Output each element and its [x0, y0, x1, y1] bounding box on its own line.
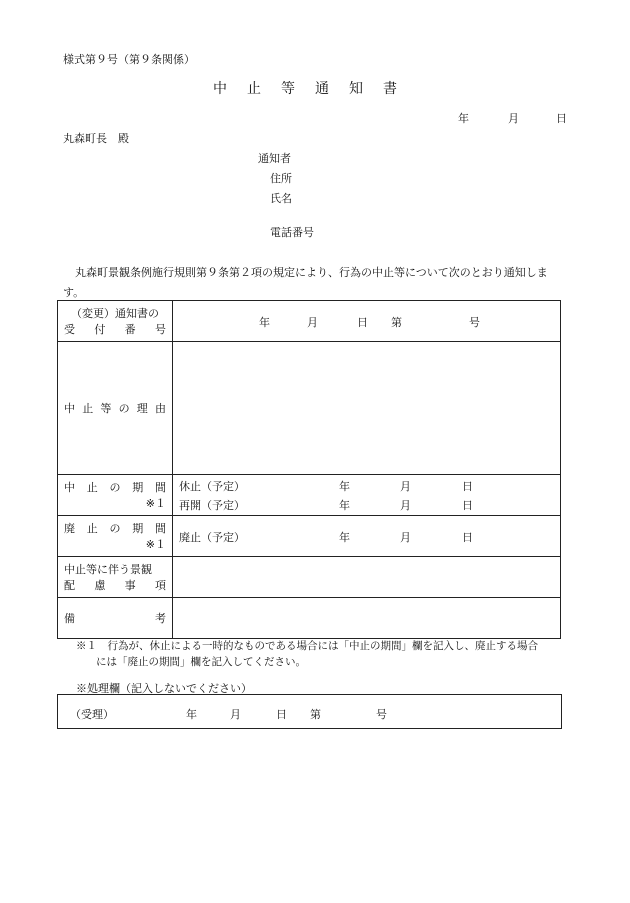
table-row-reason	[58, 342, 561, 475]
abolish-date-row: 廃止（予定） 年 月 日	[179, 530, 473, 544]
footnote-line2: には「廃止の期間」欄を記入してください。	[96, 656, 306, 668]
resume-date-row: 再開（予定） 年 月 日	[179, 499, 473, 512]
processing-receipt-label: （受理）	[70, 708, 114, 721]
period-label-cell	[58, 475, 173, 516]
consideration-label-line2: 配 慮 事 項	[64, 579, 166, 592]
intro-paragraph: 丸森町景観条例施行規則第９条第２項の規定により、行為の中止等について次のとおり通知します。	[63, 266, 548, 299]
receipt-label-cell	[58, 301, 173, 342]
table-row-receipt	[58, 301, 561, 342]
notifier-label: 通知者	[258, 152, 291, 165]
remarks-label-cell	[58, 598, 173, 639]
receipt-value: 年 月 日 第 号	[259, 315, 480, 329]
notifier-name-label: 氏名	[270, 192, 292, 205]
consideration-input-cell[interactable]	[173, 557, 561, 598]
processing-box: （受理） 年 月 日 第 号	[57, 694, 562, 729]
remarks-label: 備 考	[64, 612, 166, 625]
form-number-label: 様式第９号（第９条関係）	[63, 53, 195, 66]
table-row-period	[58, 475, 561, 516]
reason-label: 中 止 等 の 理 由	[64, 402, 166, 415]
remarks-input-cell[interactable]	[173, 598, 561, 639]
receipt-value-cell[interactable]	[173, 301, 561, 342]
reason-label-cell	[58, 342, 173, 475]
abolish-note-mark: ※１	[145, 538, 166, 551]
processing-section-title: ※処理欄（記入しないでください）	[76, 682, 252, 695]
abolish-label-cell	[58, 516, 173, 557]
table-row-abolish	[58, 516, 561, 557]
receipt-label-line2: 受 付 番 号	[64, 323, 166, 336]
period-value-cell[interactable]	[173, 475, 561, 516]
notice-table	[57, 300, 561, 639]
suspend-date-row: 休止（予定） 年 月 日	[179, 480, 473, 493]
notifier-address-label: 住所	[270, 172, 292, 185]
receipt-label-line1: （変更）通知書の	[71, 307, 159, 320]
reason-input-cell[interactable]	[173, 342, 561, 475]
date-day: 日	[556, 112, 567, 125]
notifier-phone-label: 電話番号	[270, 226, 314, 239]
table-row-consideration	[58, 557, 561, 598]
footnote-line1: ※１ 行為が、休止による一時的なものである場合には「中止の期間」欄を記入し、廃止する場合	[76, 640, 538, 652]
consideration-label-line1: 中止等に伴う景観	[64, 563, 152, 576]
abolish-value-cell[interactable]	[173, 516, 561, 557]
period-note-mark: ※１	[145, 497, 166, 510]
date-year: 年	[458, 112, 469, 125]
table-row-remarks	[58, 598, 561, 639]
abolish-label: 廃 止 の 期 間	[64, 522, 166, 535]
date-month: 月	[508, 112, 519, 125]
addressee: 丸森町長 殿	[63, 132, 129, 145]
consideration-label-cell	[58, 557, 173, 598]
document-title: 中止等通知書	[213, 81, 417, 97]
period-label: 中 止 の 期 間	[64, 481, 166, 494]
